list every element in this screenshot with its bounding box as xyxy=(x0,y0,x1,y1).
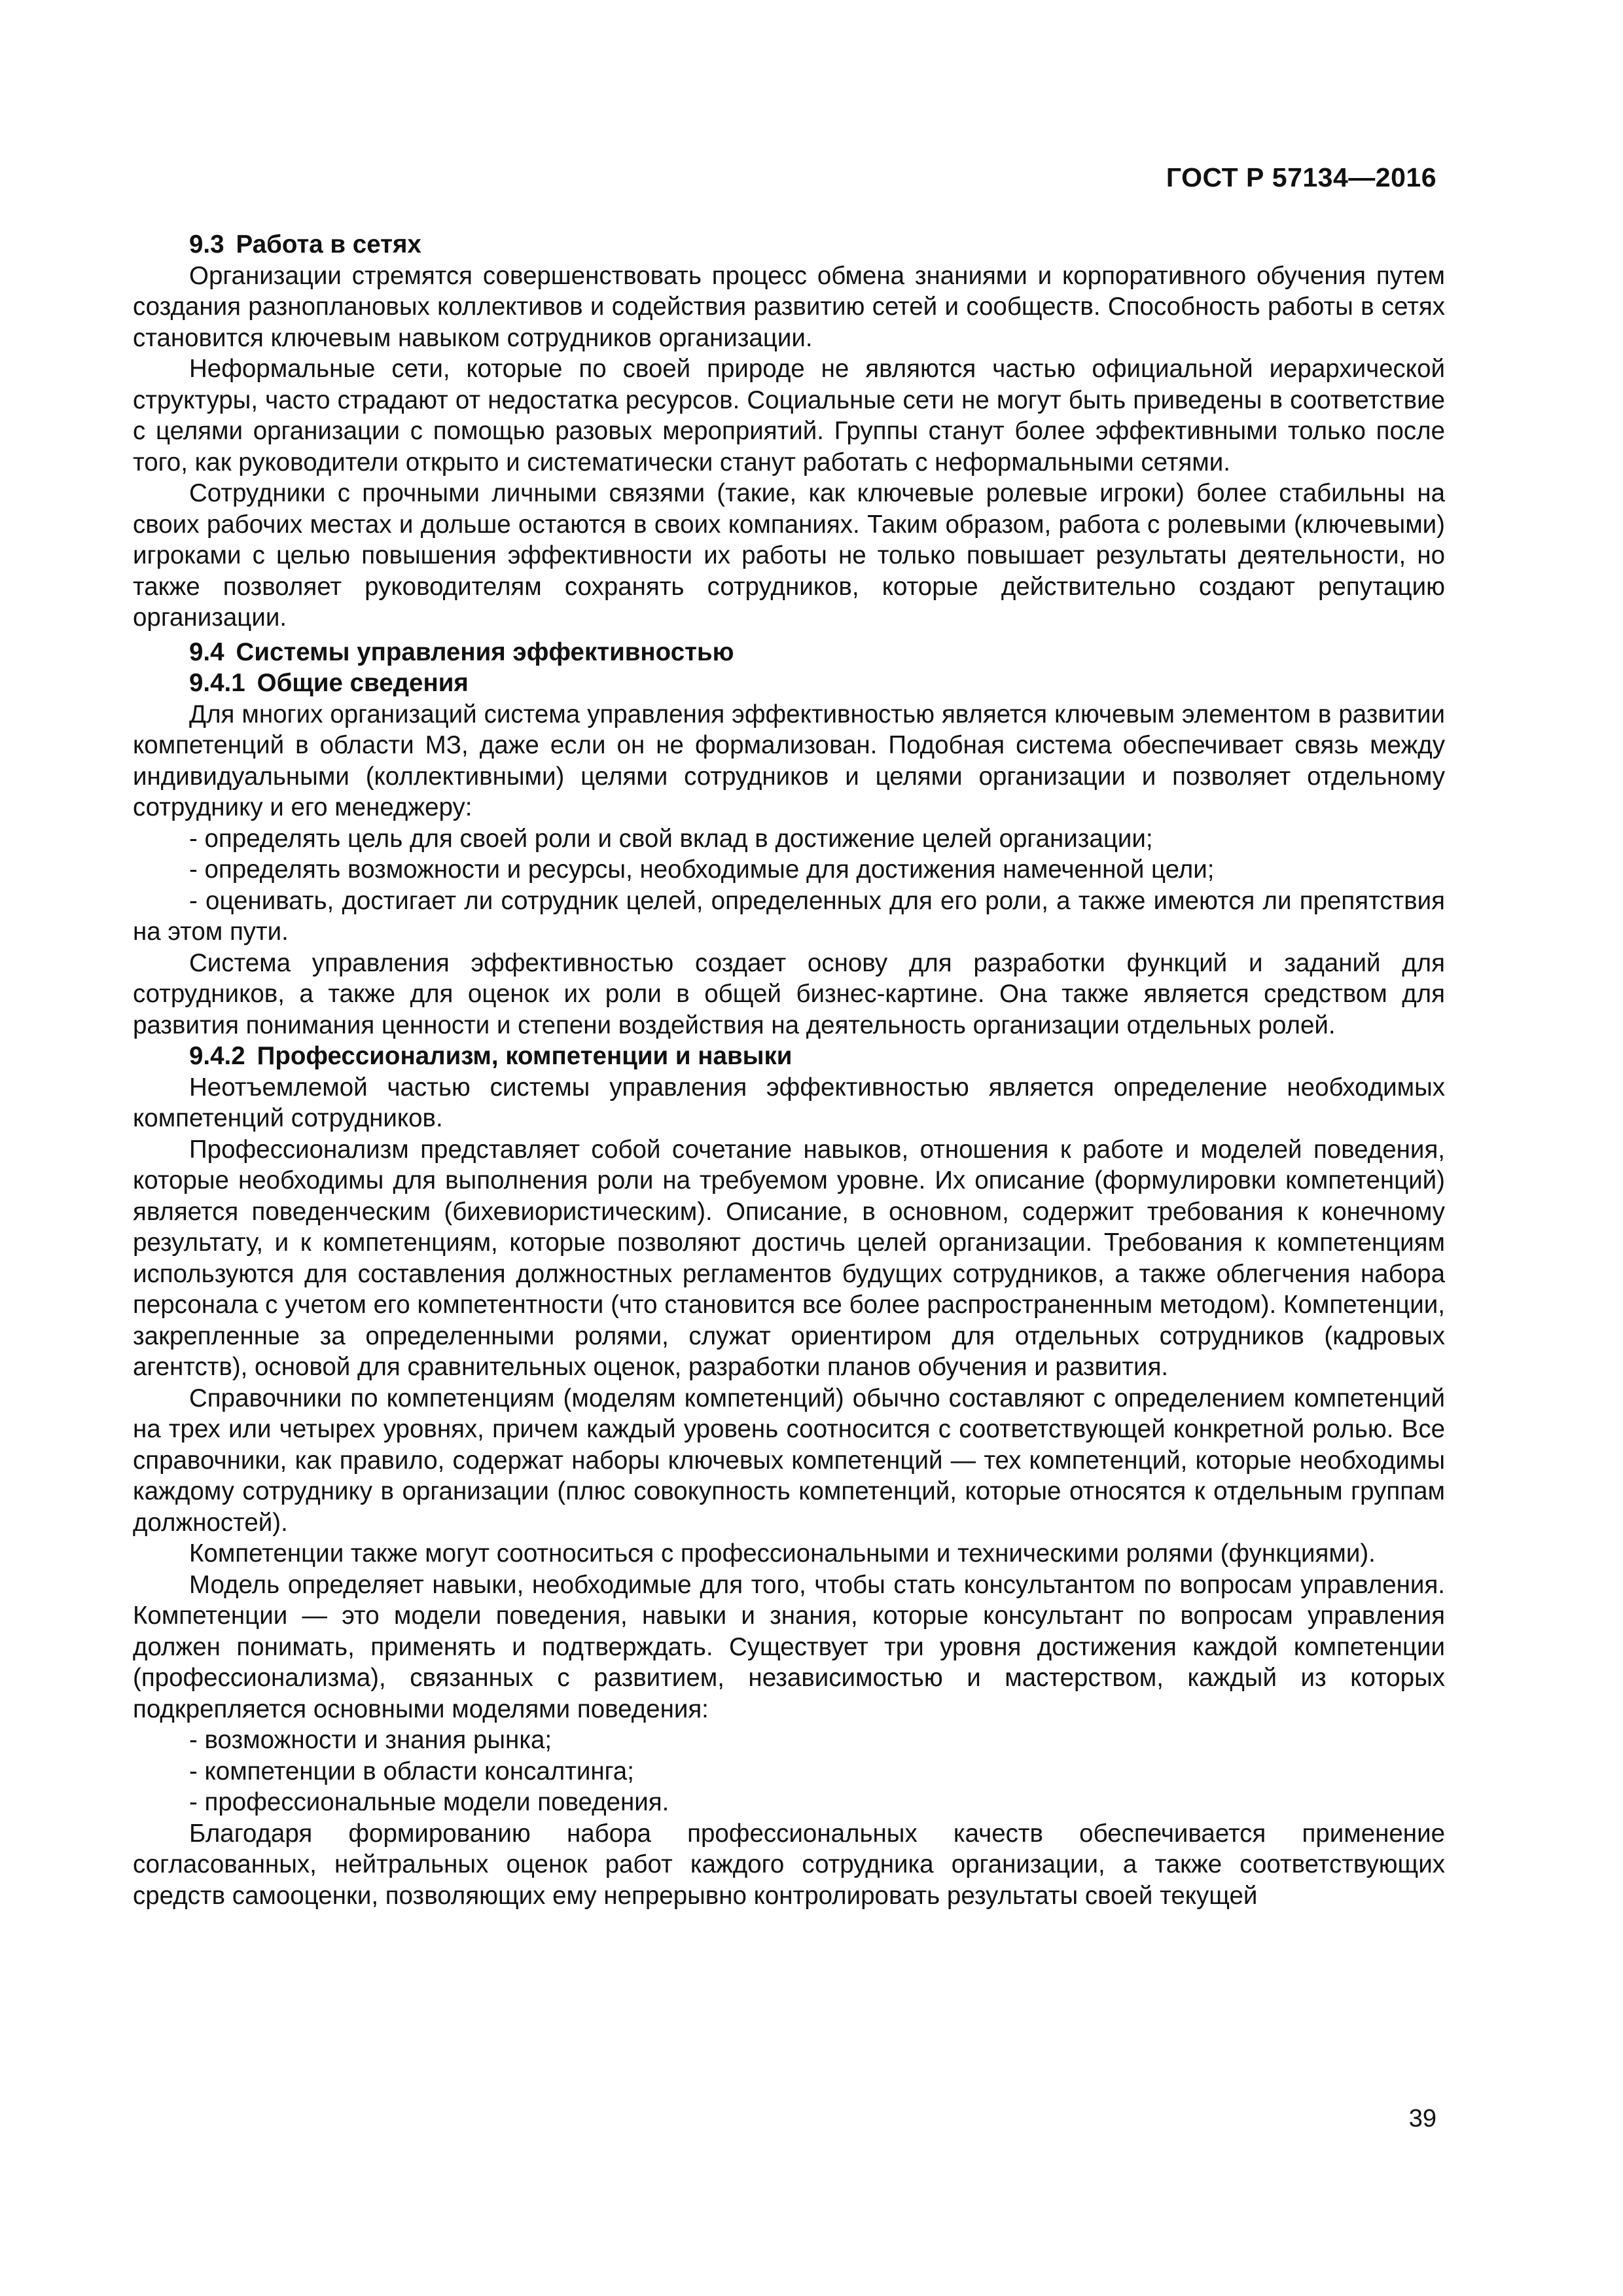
paragraph: Справочники по компетенциям (моделям компетенций) обычно составляют с определением компетенций на трех или четырех уровнях, причем каждый уровень соотносится с соответствующей конкретной ролью. Все справочники, как правило, содержат наборы ключевых компетенций — тех компетенций, которые необходимы каждому сотруднику в организации (плюс совокупность компетенций, которые относятся к отдельным группам должностей). xyxy=(133,1384,1445,1537)
section-title: Работа в сетях xyxy=(236,230,421,259)
list-item: - возможности и знания рынка; xyxy=(189,1726,552,1754)
paragraph: Модель определяет навыки, необходимые для того, чтобы стать консультантом по вопросам управления. Компетенции — это модели поведения, навыки и знания, которые консультант по вопросам управления должен понимать, применять и подтверждать. Существует три уровня достижения каждой компетенции (профессионализма), связанных с развитием, независимостью и мастерством, каждый из которых подкрепляется основными моделями поведения: xyxy=(133,1570,1445,1723)
section-number: 9.4.2 xyxy=(189,1042,245,1070)
list-item: - определять возможности и ресурсы, необходимые для достижения намеченной цели; xyxy=(189,855,1215,884)
section-heading-9-4-1 xyxy=(133,668,1445,699)
paragraph: Система управления эффективностью создает основу для разработки функций и заданий для сотрудников, а также для оценок их роли в общей бизнес-картине. Она также является средством для развития понимания ценности и степени воздействия на деятельность организации отдельных ролей. xyxy=(133,948,1445,1039)
document-header: ГОСТ Р 57134—2016 xyxy=(1166,162,1436,192)
section-title: Профессионализм, компетенции и навыки xyxy=(257,1042,793,1070)
page-number: 39 xyxy=(1408,2105,1436,2132)
paragraph: Сотрудники с прочными личными связями (такие, как ключевые ролевые игроки) более стабильны на своих рабочих местах и дольше остаются в своих компаниях. Таким образом, работа с ролевыми (ключевыми) игроками с целью повышения эффективности их работы не только повышает результаты деятельности, но также позволяет руководителям сохранять сотрудников, которые действительно создают репутацию организации. xyxy=(133,479,1445,632)
list-item: - оценивать, достигает ли сотрудник целей, определенных для его роли, а также имеются ли препятствия на этом пути. xyxy=(133,886,1445,946)
section-number: 9.3 xyxy=(189,230,224,259)
paragraph: Профессионализм представляет собой сочетание навыков, отношения к работе и моделей поведения, которые необходимы для выполнения роли на требуемом уровне. Их описание (формулировки компетенций) является поведенческим (бихевиористическим). Описание, в основном, содержит требования к конечному результату, и к компетенциям, которые позволяют достичь целей организации. Требования к компетенциям используются для составления должностных регламентов будущих сотрудников, а также облегчения набора персонала с учетом его компетентности (что становится все более распространенным методом). Компетенции, закрепленные за определенными ролями, служат ориентиром для отдельных сотрудников (кадровых агентств), основой для сравнительных оценок, разработки планов обучения и развития. xyxy=(133,1135,1445,1381)
section-heading-9-4-2 xyxy=(133,1041,1445,1072)
section-heading-9-4 xyxy=(133,634,1445,668)
paragraph: Неотъемлемой частью системы управления эффективностью является определение необходимых компетенций сотрудников. xyxy=(133,1073,1445,1132)
list-item: - профессиональные модели поведения. xyxy=(189,1788,669,1816)
paragraph: Благодаря формированию набора профессиональных качеств обеспечивается применение согласованных, нейтральных оценок работ каждого сотрудника организации, а также соответствующих средств самооценки, позволяющих ему непрерывно контролировать результаты своей текущей xyxy=(133,1819,1445,1910)
paragraph: Компетенции также могут соотноситься с профессиональными и техническими ролями (функциями). xyxy=(189,1539,1376,1568)
document-body xyxy=(133,226,1445,1911)
section-title: Системы управления эффективностью xyxy=(236,637,734,666)
section-number: 9.4.1 xyxy=(189,669,245,697)
paragraph: Для многих организаций система управления эффективностью является ключевым элементом в развитии компетенций в области МЗ, даже если он не формализован. Подобная система обеспечивает связь между индивидуальными (коллективными) целями сотрудников и целями организации и позволяет отдельному сотруднику и его менеджеру: xyxy=(133,700,1445,821)
list-item: - компетенции в области консалтинга; xyxy=(189,1757,634,1785)
section-title: Общие сведения xyxy=(257,669,469,697)
section-number: 9.4 xyxy=(189,637,224,666)
section-heading-9-3 xyxy=(133,226,1445,260)
list-item: - определять цель для своей роли и свой вклад в достижение целей организации; xyxy=(189,824,1153,853)
paragraph: Неформальные сети, которые по своей природе не являются частью официальной иерархической структуры, часто страдают от недостатка ресурсов. Социальные сети не могут быть приведены в соответствие с целями организации с помощью разовых мероприятий. Группы станут более эффективными только после того, как руководители открыто и систематически станут работать с неформальными сетями. xyxy=(133,355,1445,476)
paragraph: Организации стремятся совершенствовать процесс обмена знаниями и корпоративного обучения путем создания разноплановых коллективов и содействия развитию сетей и сообществ. Способность работы в сетях становится ключевым навыком сотрудников организации. xyxy=(133,261,1445,352)
